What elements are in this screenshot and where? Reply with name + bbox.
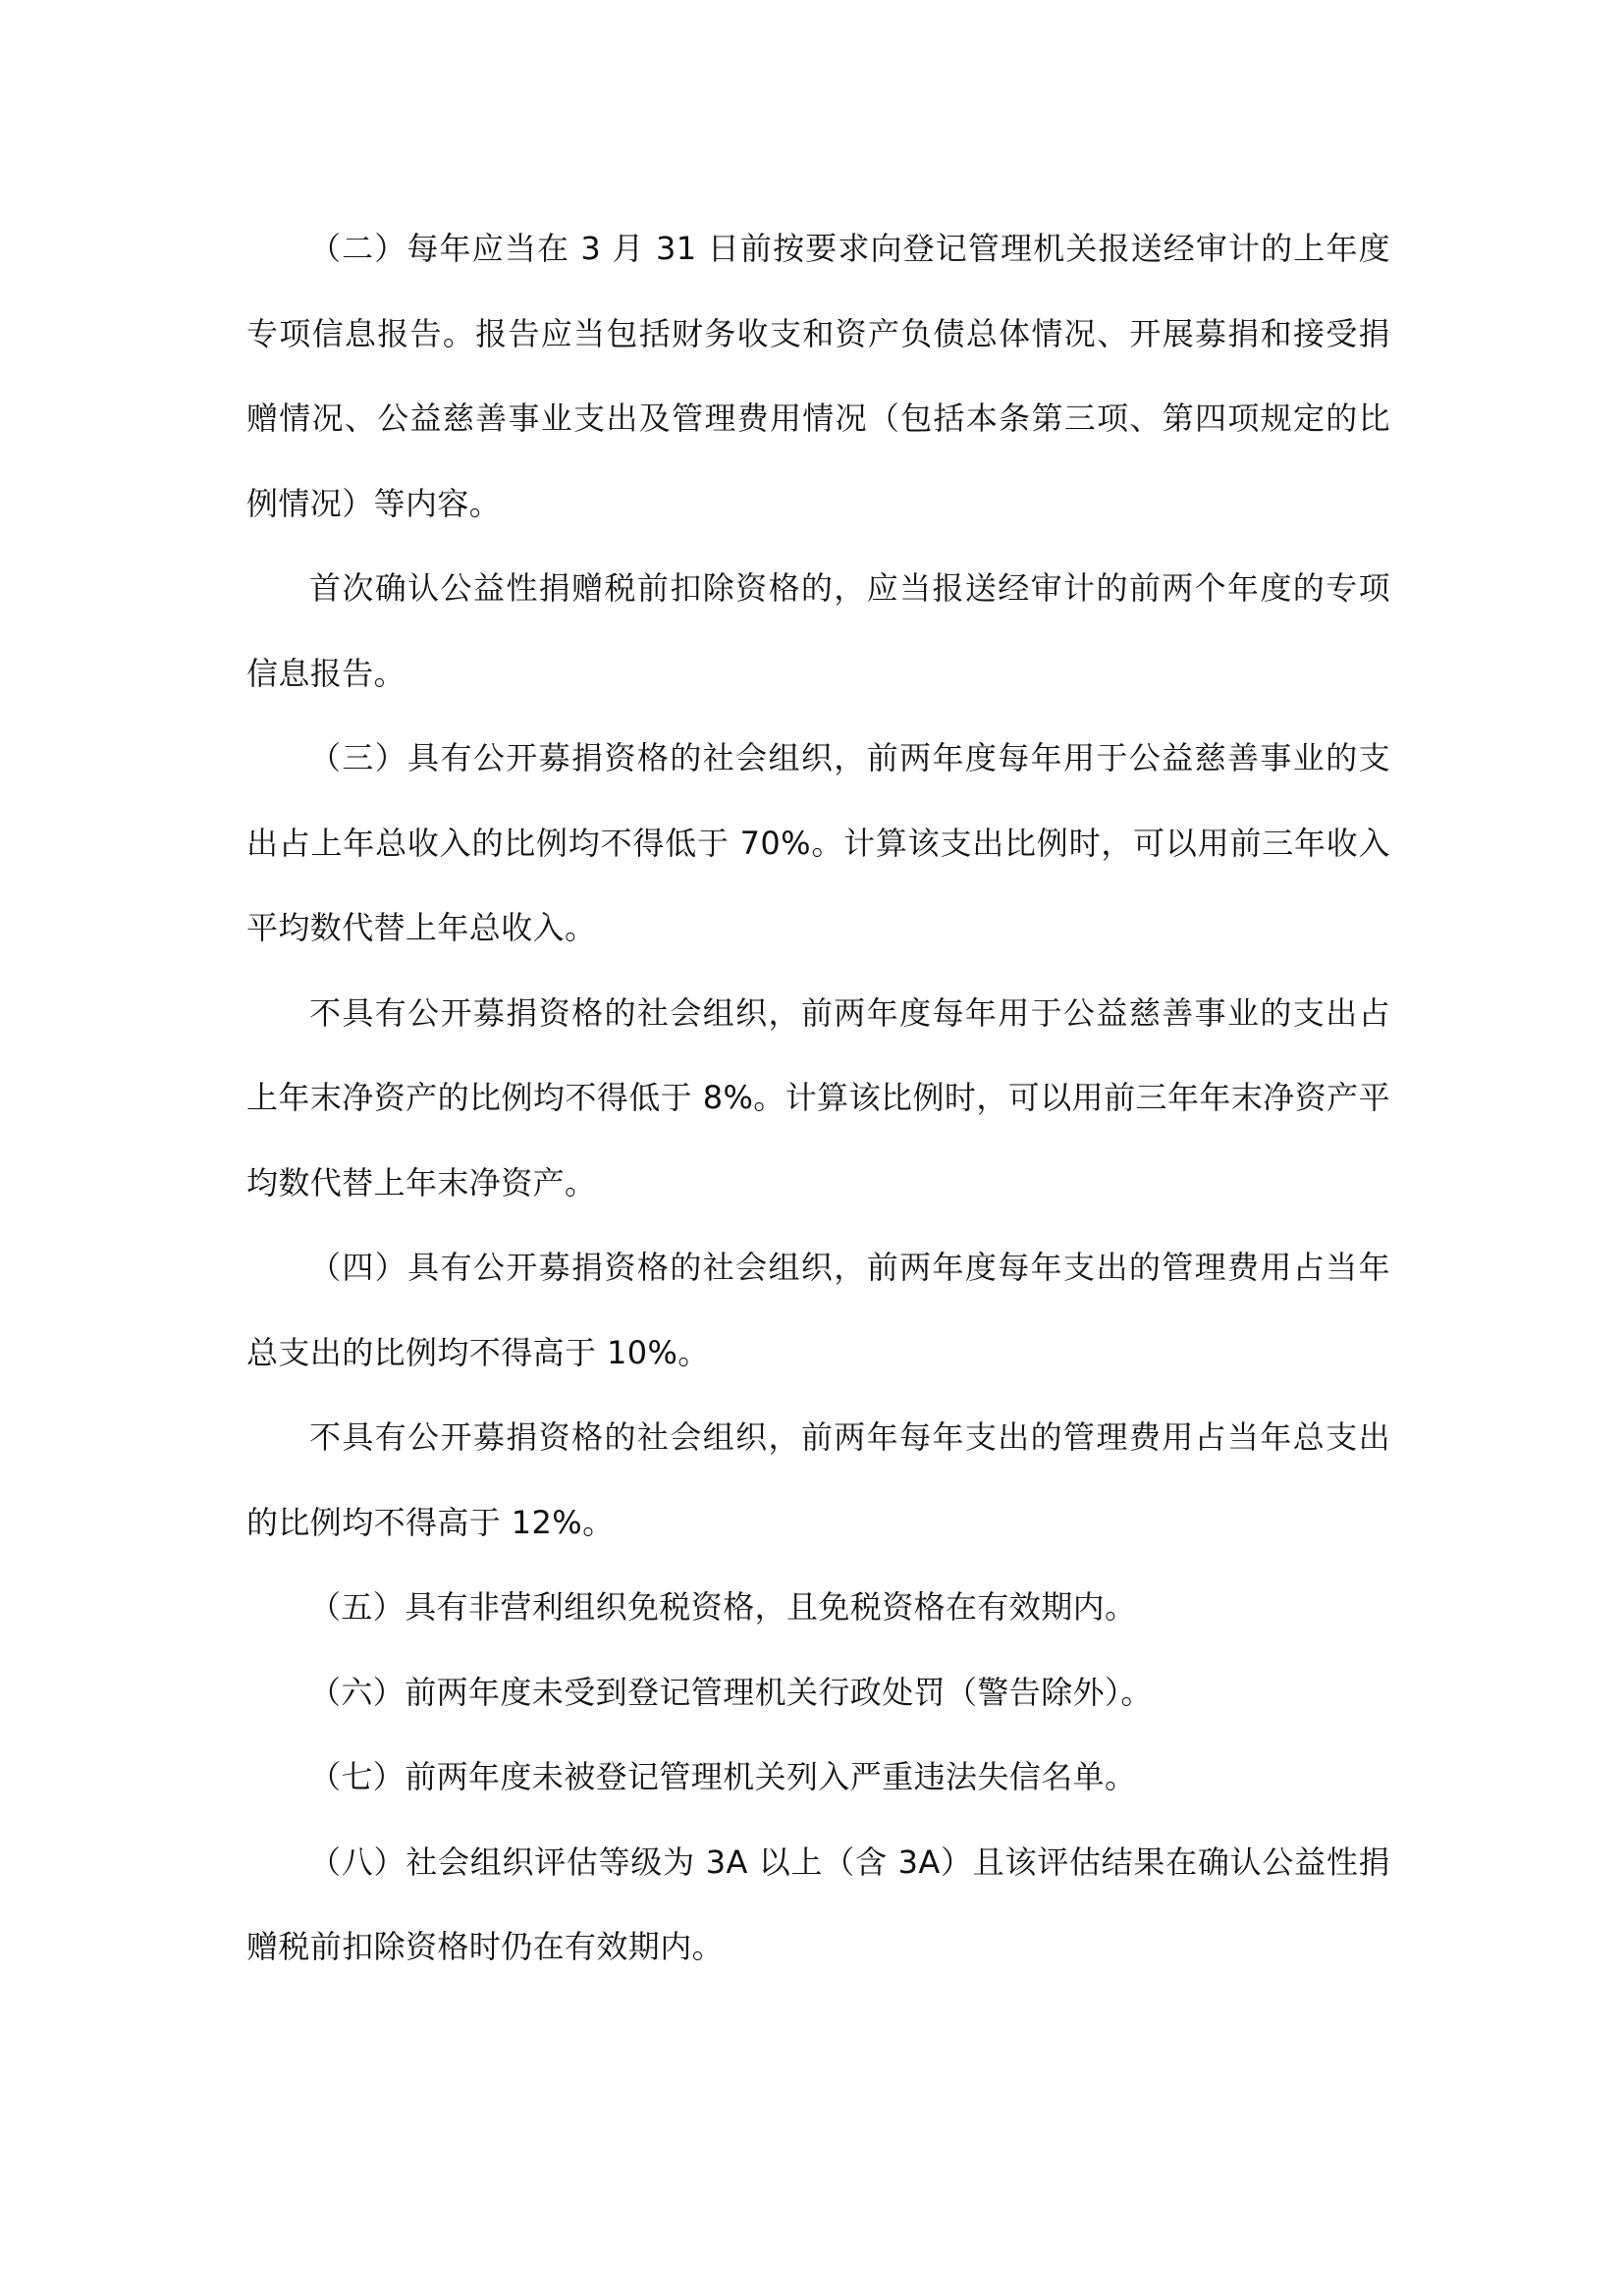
paragraph-item-3: （三）具有公开募捐资格的社会组织，前两年度每年用于公益慈善事业的支出占上年总收入的比例均不得低于 70%。计算该支出比例时，可以用前三年收入平均数代替上年总收入。	[246, 739, 1390, 946]
paragraph-item-8: （八）社会组织评估等级为 3A 以上（含 3A）且该评估结果在确认公益性捐赠税前扣除资格时仍在有效期内。	[246, 1842, 1390, 1965]
paragraph-item-4-non-public: 不具有公开募捐资格的社会组织，前两年每年支出的管理费用占当年总支出的比例均不得高于 12%。	[246, 1418, 1390, 1541]
paragraph-item-7: （七）前两年度未被登记管理机关列入严重违法失信名单。	[309, 1758, 1137, 1795]
paragraph-item-6: （六）前两年度未受到登记管理机关行政处罚（警告除外）。	[309, 1673, 1153, 1711]
document-body	[246, 206, 1390, 1990]
paragraph-item-2: （二）每年应当在 3 月 31 日前按要求向登记管理机关报送经审计的上年度专项信息报告。报告应当包括财务收支和资产负债总体情况、开展募捐和接受捐赠情况、公益慈善事业支出及管理费用情况（包括本条第三项、第四项规定的比例情况）等内容。	[246, 230, 1390, 522]
paragraph-first-confirmation: 首次确认公益性捐赠税前扣除资格的，应当报送经审计的前两个年度的专项信息报告。	[246, 569, 1390, 692]
paragraph-item-5: （五）具有非营利组织免税资格，且免税资格在有效期内。	[309, 1588, 1137, 1626]
paragraph-item-4: （四）具有公开募捐资格的社会组织，前两年度每年支出的管理费用占当年总支出的比例均不得高于 10%。	[246, 1249, 1390, 1371]
paragraph-item-3-non-public: 不具有公开募捐资格的社会组织，前两年度每年用于公益慈善事业的支出占上年末净资产的比例均不得低于 8%。计算该比例时，可以用前三年年末净资产平均数代替上年末净资产。	[246, 993, 1390, 1201]
